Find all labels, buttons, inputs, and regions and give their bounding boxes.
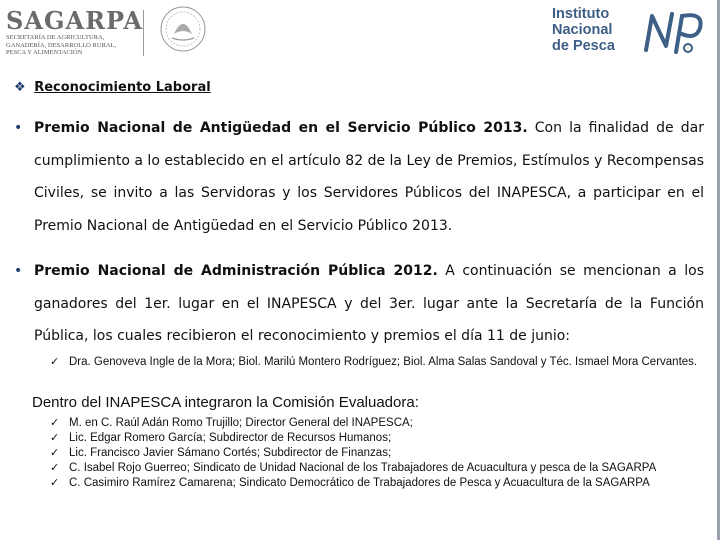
sagarpa-subtitle-line: GANADERÍA, DESARROLLO RURAL, <box>6 41 117 49</box>
checkmark-icon: ✓ <box>50 462 60 474</box>
list-item <box>50 476 710 491</box>
diamond-bullet-icon: ❖ <box>14 80 26 95</box>
checkmark-icon: ✓ <box>50 447 60 459</box>
paragraph-bold-title: Premio Nacional de Administración Pública 2012. <box>34 263 438 279</box>
checkmark-icon: ✓ <box>50 477 60 489</box>
sagarpa-subtitle-line: PESCA Y ALIMENTACIÓN <box>6 49 83 56</box>
sagarpa-logo <box>6 6 143 57</box>
paragraph-premio-antiguedad <box>14 112 704 242</box>
winner-text: Dra. Genoveva Ingle de la Mora; Biol. Marilú Montero Rodríguez; Biol. Alma Salas Sandoval y Téc. Ismael Mora Cervantes. <box>69 356 698 368</box>
checkmark-icon: ✓ <box>50 432 60 444</box>
inapesca-line3: de Pesca <box>552 38 615 54</box>
checkmark-icon: ✓ <box>50 417 60 429</box>
committee-heading: Dentro del INAPESCA integraron la Comisión Evaluadora: <box>32 394 419 411</box>
member-text: C. Casimiro Ramírez Camarena; Sindicato Democrático de Trabajadores de Pesca y Acuacultura de la SAGARPA <box>69 477 650 489</box>
inapesca-logo <box>548 2 713 64</box>
paragraph-premio-administracion <box>14 255 704 353</box>
list-item <box>50 416 710 431</box>
logo-divider <box>143 10 144 56</box>
mexico-seal-icon <box>150 4 216 54</box>
sagarpa-subtitle-line: SECRETARÍA DE AGRICULTURA, <box>6 34 105 41</box>
checkmark-icon: ✓ <box>50 356 60 368</box>
list-item <box>50 461 710 476</box>
inapesca-fish-icon <box>642 6 712 62</box>
list-item <box>50 431 710 446</box>
list-item <box>50 355 710 370</box>
bullet-icon: • <box>14 263 23 279</box>
section-title-text: Reconocimiento Laboral <box>34 80 211 95</box>
member-text: M. en C. Raúl Adán Romo Trujillo; Director General del INAPESCA; <box>69 417 413 429</box>
paragraph-text: A continuación se mencionan a los ganadores del 1er. lugar en el INAPESCA y del 3er. lugar ante la Secretaría de la Función Pública, los cuales recibieron el reconocimiento y premios el día 11 de junio: <box>34 263 704 344</box>
sagarpa-name: SAGARPA <box>6 6 143 35</box>
committee-list <box>50 416 710 491</box>
member-text: Lic. Francisco Javier Sámano Cortés; Subdirector de Finanzas; <box>69 447 392 459</box>
list-item <box>50 446 710 461</box>
paragraph-text: Con la finalidad de dar cumplimiento a lo establecido en el artículo 82 de la Ley de Premios, Estímulos y Recompensas Civiles, se invito a las Servidoras y los Servidores Públicos del INAPESCA, a participar en el Premio Nacional de Antigüedad en el Servicio Público 2013. <box>34 120 704 234</box>
inapesca-line1: Instituto <box>552 6 610 22</box>
winners-list <box>50 355 710 370</box>
bullet-icon: • <box>14 120 23 136</box>
member-text: Lic. Edgar Romero García; Subdirector de Recursos Humanos; <box>69 432 392 444</box>
inapesca-line2: Nacional <box>552 22 613 38</box>
member-text: C. Isabel Rojo Guerreo; Sindicato de Unidad Nacional de los Trabajadores de Acuacultura y pesca de la SAGARPA <box>69 462 657 474</box>
section-title <box>14 80 211 95</box>
header <box>0 0 720 68</box>
paragraph-bold-title: Premio Nacional de Antigüedad en el Servicio Público 2013. <box>34 120 528 136</box>
